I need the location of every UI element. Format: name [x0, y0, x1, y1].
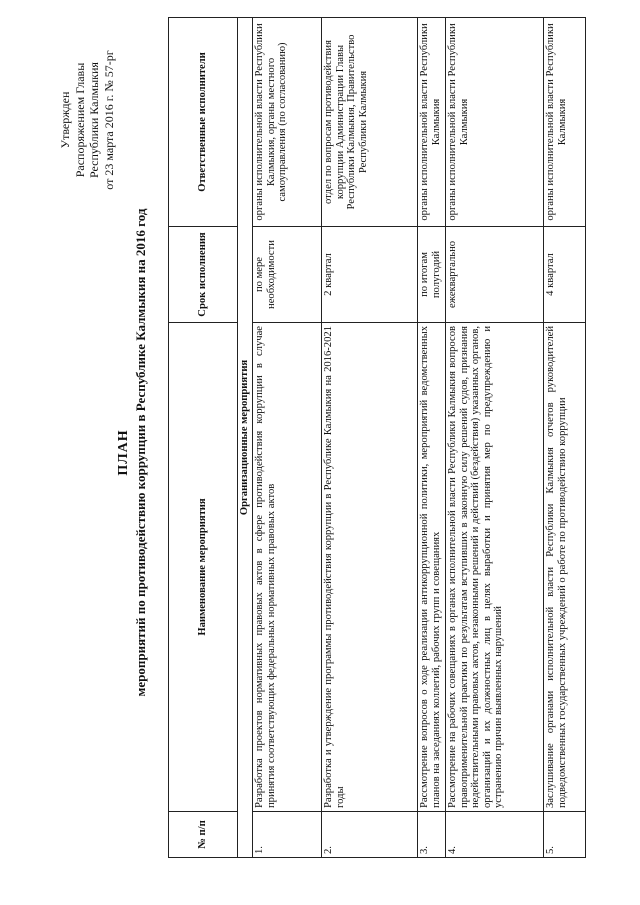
row-deadline: по мере необходимости: [253, 227, 322, 323]
row-activity: Рассмотрение на рабочих совещаниях в органах исполнительной власти Республики Калмыкия вопросов правоприменительной практики по результатам вступивших в законную силу решений судов, признания недействительными правовых актов, незаконными решений и действий (бездействия) указанных органов, организаций и их должностных лиц в целях выработки и принятия мер по предупреждению и устранению причин выявленных нарушений: [446, 323, 544, 812]
section-title: Организационные мероприятия: [238, 18, 253, 858]
row-responsible: отдел по вопросам противодействия коррупции Администрации Главы Республики Калмыкия, Правительство Республики Калмыкия: [322, 18, 418, 227]
row-number: 5.: [544, 812, 586, 858]
row-activity: Разработка проектов нормативных правовых актов в сфере противодействия коррупции в случае принятия соответствующих федеральных нормативных правовых актов: [253, 323, 322, 812]
table-header-row: [169, 18, 238, 858]
header-responsible: Ответственные исполнители: [169, 18, 238, 227]
section-row: [238, 18, 253, 858]
header-deadline: Срок исполнения: [169, 227, 238, 323]
row-activity: Разработка и утверждение программы противодействия коррупции в Республике Калмыкия на 2016-2021 годы: [322, 323, 418, 812]
row-activity: Рассмотрение вопросов о ходе реализации антикоррупционной политики, мероприятий ведомственных планов на заседаниях коллегий, рабочих групп и совещаниях: [418, 323, 446, 812]
document-title: ПЛАН: [116, 429, 131, 476]
header-activity-name: Наименование мероприятия: [169, 323, 238, 812]
row-responsible: органы исполнительной власти Республики Калмыкия: [418, 18, 446, 227]
row-number: 3.: [418, 812, 446, 858]
table-row: [446, 18, 544, 858]
approval-line: Республики Калмыкия: [87, 62, 101, 178]
document-subtitle: мероприятий по противодействию коррупции в Республике Калмыкия на 2016 год: [133, 208, 148, 697]
row-deadline: 4 квартал: [544, 227, 586, 323]
row-activity: Заслушивание органами исполнительной власти Республики Калмыкия отчетов руководителей подведомственных государственных учреждений о работе по противодействию коррупции: [544, 323, 586, 812]
header-number: № п/п: [169, 812, 238, 858]
row-deadline: по итогам полугодий: [418, 227, 446, 323]
row-number: 2.: [322, 812, 418, 858]
row-number: 1.: [253, 812, 322, 858]
approval-line: Распоряжением Главы: [72, 62, 87, 178]
table-row: [544, 18, 586, 858]
row-deadline: 2 квартал: [322, 227, 418, 323]
row-number: 4.: [446, 812, 544, 858]
plan-table: [168, 17, 586, 858]
row-responsible: органы исполнительной власти Республики Калмыкия: [446, 18, 544, 227]
table-row: [322, 18, 418, 858]
approval-date: от 23 марта 2016 г. № 57-рг: [101, 50, 116, 190]
row-responsible: органы исполнительной власти Республики Калмыкия, органы местного самоуправления (по согласованию): [253, 18, 322, 227]
approval-line: Утвержден: [58, 91, 72, 149]
row-responsible: органы исполнительной власти Республики Калмыкия: [544, 18, 586, 227]
approval-stamp: [58, 15, 116, 225]
row-deadline: ежеквартально: [446, 227, 544, 323]
table-row: [253, 18, 322, 858]
table-row: [418, 18, 446, 858]
